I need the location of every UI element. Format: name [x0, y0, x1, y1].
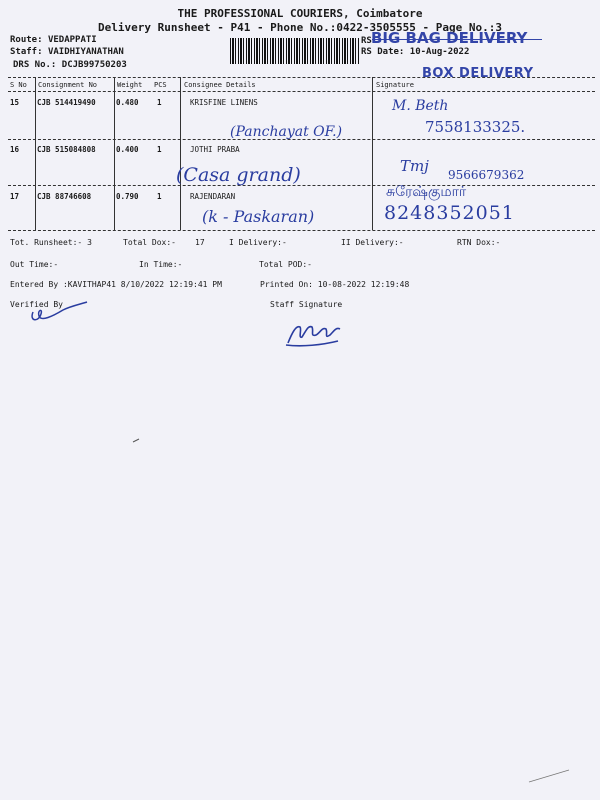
- rs-date-row: [361, 47, 469, 57]
- col-header-weight: Weight: [117, 81, 143, 89]
- row-weight: 0.480: [116, 98, 139, 107]
- route-row: [10, 35, 97, 45]
- stamp-strike-line: [372, 39, 542, 40]
- staff-row: [10, 47, 124, 57]
- row-sno: 17: [10, 192, 20, 201]
- row-sno: 16: [10, 145, 20, 154]
- in-time: In Time:-: [139, 260, 183, 269]
- row-weight: 0.400: [116, 145, 139, 154]
- row-consignee: KRISFINE LINENS: [190, 98, 258, 107]
- row-consignment: CJB 514419490: [37, 98, 96, 107]
- column-line: [372, 77, 373, 230]
- table-top-rule: [8, 77, 595, 78]
- row-weight: 0.790: [116, 192, 139, 201]
- handwritten-phone-row15: 7558133325.: [425, 118, 526, 136]
- row-consignment: CJB 515084808: [37, 145, 96, 154]
- handwritten-address-row15: (Panchayat OF.): [230, 124, 343, 140]
- col-header-sno: S No: [10, 81, 27, 89]
- col-header-pcs: PCS: [154, 81, 167, 89]
- row-pcs: 1: [157, 192, 162, 201]
- handwritten-address-row17: (k - Paskaran): [202, 207, 315, 226]
- rs-prefix: RS: [361, 36, 372, 46]
- verified-by-label: Verified By: [10, 300, 63, 309]
- barcode: [230, 38, 360, 64]
- table-header-rule: [8, 91, 595, 92]
- company-title: THE PROFESSIONAL COURIERS, Coimbatore: [177, 7, 423, 20]
- total-pod: Total POD:-: [259, 260, 312, 269]
- drs-label: DRS No.:: [13, 60, 57, 70]
- handwritten-phone-row17: 8248352051: [384, 202, 515, 224]
- row-pcs: 1: [157, 98, 162, 107]
- pen-mark: [525, 766, 575, 786]
- runsheet-title: Delivery Runsheet - P41 - Phone No.:0422-3505555 - Page No.:3: [98, 21, 502, 34]
- ii-delivery: II Delivery:-: [341, 238, 404, 247]
- handwritten-signature-row16: Tmj: [400, 157, 429, 175]
- row-consignee: RAJENDARAN: [190, 192, 236, 201]
- handwritten-phone-row16: 9566679362: [448, 168, 525, 182]
- entered-by: Entered By :KAVITHAP41 8/10/2022 12:19:41 PM: [10, 280, 222, 289]
- i-delivery: I Delivery:-: [229, 238, 287, 247]
- box-delivery-stamp: BOX DELIVERY: [422, 66, 534, 81]
- rtn-dox: RTN Dox:-: [457, 238, 501, 247]
- route-label: Route:: [10, 35, 43, 45]
- tot-runsheet: Tot. Runsheet:- 3: [10, 238, 92, 247]
- col-header-consignee: Consignee Details: [184, 81, 256, 89]
- rs-date-value: 10-Aug-2022: [409, 47, 470, 57]
- row-divider: [8, 185, 595, 186]
- handwritten-address-row16: (Casa grand): [176, 164, 301, 186]
- drs-row: [13, 60, 127, 70]
- staff-label: Staff:: [10, 47, 43, 57]
- handwritten-signature-row15: M. Beth: [392, 98, 449, 114]
- column-line: [114, 77, 115, 230]
- verifier-signature: [25, 298, 95, 328]
- col-header-consignment: Consignment No: [38, 81, 98, 89]
- drs-value: DCJB99750203: [61, 60, 127, 70]
- column-line: [35, 77, 36, 230]
- staff-signature: [282, 315, 347, 351]
- row-consignee: JOTHI PRABA: [190, 145, 240, 154]
- rs-date-label: RS Date:: [361, 47, 405, 57]
- big-bag-delivery-stamp: BIG BAG DELIVERY: [371, 29, 528, 47]
- row-pcs: 1: [157, 145, 162, 154]
- table-bottom-rule: [8, 230, 595, 231]
- staff-signature-label: Staff Signature: [270, 300, 343, 309]
- staff-value: VAIDHIYANATHAN: [47, 47, 124, 57]
- pen-mark: [130, 436, 144, 446]
- row-consignment: CJB 88746608: [37, 192, 92, 201]
- total-dox-label: Total Dox:-: [123, 238, 176, 247]
- total-dox-value: 17: [195, 238, 205, 247]
- route-value: VEDAPPATI: [47, 35, 97, 45]
- out-time: Out Time:-: [10, 260, 59, 269]
- row-sno: 15: [10, 98, 20, 107]
- col-header-signature: Signature: [376, 81, 414, 89]
- column-line: [180, 77, 181, 230]
- handwritten-name-tamil: சுரேஷ்குமார்: [386, 184, 467, 200]
- printed-on: Printed On: 10-08-2022 12:19:48: [260, 280, 410, 289]
